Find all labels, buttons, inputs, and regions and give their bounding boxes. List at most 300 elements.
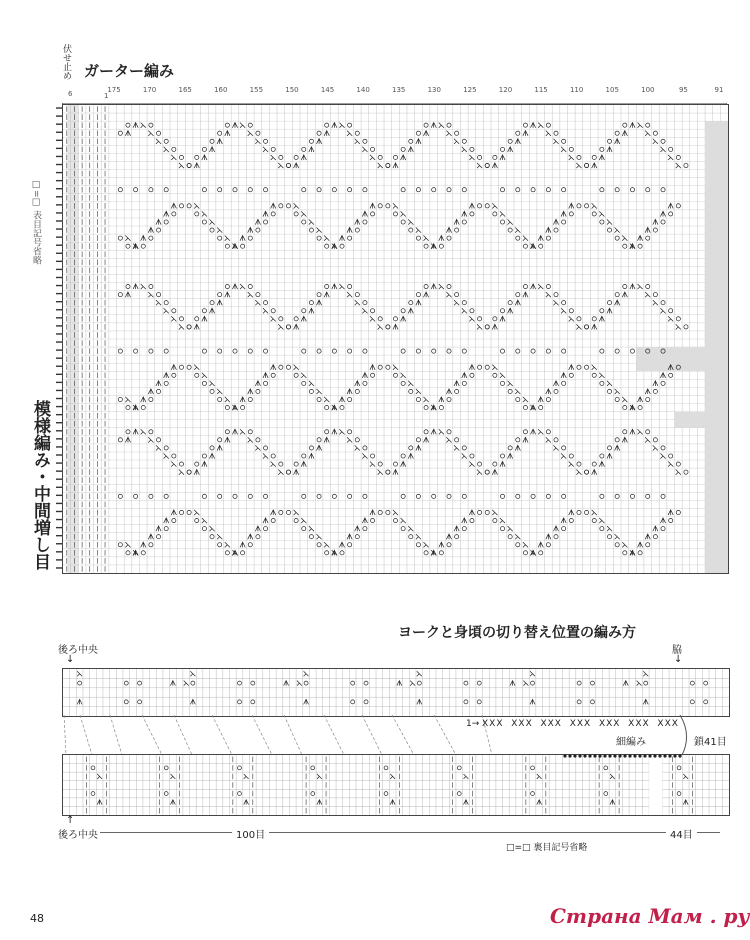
yarn-over-symbol	[195, 317, 199, 321]
yarn-over-symbol	[661, 381, 665, 385]
k2tog-symbol	[607, 147, 612, 152]
yarn-over-symbol	[653, 228, 657, 232]
yarn-over-symbol	[348, 349, 352, 353]
chain-dot	[638, 754, 641, 757]
yarn-over-symbol	[172, 147, 176, 151]
chain-dot	[618, 754, 621, 757]
shaping-area	[705, 121, 728, 573]
yarn-over-symbol	[516, 188, 520, 192]
yarn-over-symbol	[470, 454, 474, 458]
k2tog-symbol	[301, 461, 306, 466]
k2tog-symbol	[232, 123, 237, 128]
yarn-over-symbol	[126, 123, 130, 127]
yarn-over-symbol	[218, 131, 222, 135]
k2tog-symbol	[148, 534, 153, 539]
k2tog-symbol	[244, 800, 249, 805]
k2tog-symbol	[607, 453, 612, 458]
yarn-over-symbol	[409, 301, 413, 305]
yarn-over-symbol	[156, 228, 160, 232]
yarn-over-symbol	[355, 438, 359, 442]
ssk-symbol	[190, 671, 195, 676]
yarn-over-symbol	[248, 543, 252, 547]
yarn-over-symbol	[248, 430, 252, 434]
guide-line	[324, 715, 344, 755]
chain-dot	[653, 754, 656, 757]
k2tog-symbol	[462, 518, 467, 523]
pattern-chart-svg	[63, 105, 728, 573]
ssk-symbol	[401, 211, 406, 216]
yarn-over-symbol	[210, 139, 214, 143]
yarn-over-symbol	[124, 700, 128, 704]
yarn-over-symbol	[179, 462, 183, 466]
column-number: 155	[249, 86, 264, 94]
ssk-symbol	[278, 324, 283, 329]
k2tog-symbol	[401, 461, 406, 466]
ssk-symbol	[553, 445, 558, 450]
guide-line	[110, 715, 122, 755]
ssk-symbol	[217, 534, 222, 539]
yarn-over-symbol	[355, 389, 359, 393]
ssk-symbol	[645, 292, 650, 297]
ssk-symbol	[561, 453, 566, 458]
k2tog-symbol	[309, 453, 314, 458]
yarn-over-symbol	[630, 188, 634, 192]
yarn-over-symbol	[302, 454, 306, 458]
yarn-over-symbol	[424, 406, 428, 410]
yarn-over-symbol	[401, 188, 405, 192]
yarn-over-symbol	[134, 349, 138, 353]
yarn-over-symbol	[416, 349, 420, 353]
yarn-over-symbol	[256, 131, 260, 135]
ssk-symbol	[347, 131, 352, 136]
yarn-over-symbol	[607, 139, 611, 143]
k2tog-symbol	[202, 461, 207, 466]
down-arrow-icon: ↓	[66, 654, 75, 665]
ssk-symbol	[294, 365, 299, 370]
yarn-over-symbol	[195, 155, 199, 159]
k2tog-symbol	[623, 681, 628, 686]
yarn-over-symbol	[447, 397, 451, 401]
ssk-symbol	[156, 139, 161, 144]
chain-dots-svg	[562, 753, 682, 759]
ssk-symbol	[225, 236, 230, 241]
k2tog-symbol	[417, 699, 422, 704]
yarn-over-symbol	[585, 365, 589, 369]
yarn-over-symbol	[585, 204, 589, 208]
ssk-symbol	[244, 774, 249, 779]
ssk-symbol	[255, 445, 260, 450]
guide-line	[434, 715, 456, 755]
ssk-symbol	[492, 510, 497, 515]
chain-dot	[593, 754, 596, 757]
yarn-over-symbol	[241, 551, 245, 555]
ssk-symbol	[347, 292, 352, 297]
ssk-symbol	[523, 681, 528, 686]
k2tog-symbol	[439, 236, 444, 241]
yarn-over-symbol	[554, 438, 558, 442]
ssk-symbol	[141, 284, 146, 289]
cast-off-label: 伏せ止め	[61, 44, 71, 80]
yarn-over-symbol	[531, 766, 535, 770]
yarn-over-symbol	[447, 284, 451, 288]
yarn-over-symbol	[256, 389, 260, 393]
ssk-symbol	[278, 163, 283, 168]
k2tog-symbol	[148, 389, 153, 394]
yarn-over-symbol	[271, 518, 275, 522]
ssk-symbol	[378, 163, 383, 168]
yarn-over-symbol	[363, 527, 367, 531]
yarn-over-symbol	[704, 681, 708, 685]
yarn-over-symbol	[477, 700, 481, 704]
k2tog-symbol	[610, 800, 615, 805]
down-arrow-icon: ↓	[674, 654, 683, 665]
sc-group: XXX	[657, 719, 679, 729]
yarn-over-symbol	[478, 317, 482, 321]
yarn-over-symbol	[615, 397, 619, 401]
yarn-over-symbol	[455, 535, 459, 539]
k2tog-symbol	[97, 800, 102, 805]
yarn-over-symbol	[416, 188, 420, 192]
yarn-over-symbol	[325, 123, 329, 127]
ssk-symbol	[225, 397, 230, 402]
k2tog-symbol	[416, 445, 421, 450]
ssk-symbol	[454, 300, 459, 305]
k2tog-symbol	[141, 236, 146, 241]
ssk-symbol	[683, 774, 688, 779]
yarn-over-symbol	[302, 309, 306, 313]
ssk-symbol	[141, 123, 146, 128]
k2tog-symbol	[316, 300, 321, 305]
yarn-over-symbol	[309, 535, 313, 539]
yarn-over-symbol	[263, 494, 267, 498]
chain-stitch-dots	[562, 744, 682, 750]
k2tog-symbol	[660, 373, 665, 378]
k2tog-symbol	[408, 453, 413, 458]
k2tog-symbol	[561, 211, 566, 216]
yarn-over-symbol	[149, 284, 153, 288]
yarn-over-symbol	[378, 462, 382, 466]
yarn-over-symbol	[263, 446, 267, 450]
count-44: 44目	[666, 826, 697, 841]
yarn-over-symbol	[141, 244, 145, 248]
ssk-symbol	[523, 397, 528, 402]
k2tog-symbol	[332, 284, 337, 289]
k2tog-symbol	[508, 308, 513, 313]
yarn-over-symbol	[118, 131, 122, 135]
yarn-over-symbol	[531, 494, 535, 498]
yarn-over-symbol	[179, 204, 183, 208]
k2tog-symbol	[148, 227, 153, 232]
k2tog-symbol	[217, 445, 222, 450]
k2tog-symbol	[645, 534, 650, 539]
yarn-over-symbol	[325, 406, 329, 410]
yarn-over-symbol	[569, 147, 573, 151]
yarn-over-symbol	[302, 188, 306, 192]
yarn-over-symbol	[271, 212, 275, 216]
yarn-over-symbol	[554, 131, 558, 135]
yarn-over-symbol	[225, 284, 229, 288]
yarn-over-symbol	[141, 551, 145, 555]
ssk-symbol	[339, 123, 344, 128]
yarn-over-symbol	[516, 494, 520, 498]
yarn-over-symbol	[393, 518, 397, 522]
yarn-over-symbol	[661, 301, 665, 305]
yarn-over-symbol	[348, 188, 352, 192]
yarn-over-symbol	[416, 543, 420, 547]
yarn-over-symbol	[256, 293, 260, 297]
yarn-over-symbol	[156, 438, 160, 442]
ssk-symbol	[546, 131, 551, 136]
k2tog-symbol	[141, 397, 146, 402]
yarn-over-symbol	[364, 681, 368, 685]
yarn-over-symbol	[191, 681, 195, 685]
yarn-over-symbol	[577, 681, 581, 685]
ssk-symbol	[668, 316, 673, 321]
ssk-symbol	[347, 437, 352, 442]
k2tog-symbol	[446, 227, 451, 232]
yarn-over-symbol	[432, 188, 436, 192]
yarn-over-symbol	[653, 535, 657, 539]
yoke-title: ヨークと身頃の切り替え位置の編み方	[398, 625, 636, 641]
k2tog-symbol	[284, 681, 289, 686]
k2tog-symbol	[423, 131, 428, 136]
k2tog-symbol	[164, 518, 169, 523]
yarn-over-symbol	[424, 551, 428, 555]
k2tog-symbol	[553, 219, 558, 224]
ssk-symbol	[148, 292, 153, 297]
yarn-over-symbol	[585, 470, 589, 474]
yarn-over-symbol	[615, 131, 619, 135]
yarn-over-symbol	[493, 317, 497, 321]
yarn-over-symbol	[384, 792, 388, 796]
yarn-over-symbol	[309, 228, 313, 232]
yarn-over-symbol	[477, 681, 481, 685]
k2tog-symbol	[339, 236, 344, 241]
ssk-symbol	[653, 300, 658, 305]
yarn-over-symbol	[233, 494, 237, 498]
ssk-symbol	[469, 316, 474, 321]
column-number: 125	[463, 86, 477, 94]
ssk-symbol	[569, 461, 574, 466]
yarn-over-symbol	[126, 430, 130, 434]
chain-dot	[578, 754, 581, 757]
yarn-over-symbol	[187, 204, 191, 208]
column-number: 100	[641, 86, 655, 94]
yarn-over-symbol	[615, 543, 619, 547]
k2tog-symbol	[347, 534, 352, 539]
yarn-over-symbol	[539, 406, 543, 410]
ssk-symbol	[164, 147, 169, 152]
yarn-over-symbol	[508, 446, 512, 450]
yarn-over-symbol	[600, 527, 604, 531]
yarn-over-symbol	[600, 309, 604, 313]
yarn-over-symbol	[332, 349, 336, 353]
k2tog-symbol	[561, 518, 566, 523]
k2tog-symbol	[248, 389, 253, 394]
back-center-bottom-label: 後ろ中央	[58, 830, 98, 841]
yarn-over-symbol	[669, 212, 673, 216]
yarn-over-symbol	[500, 188, 504, 192]
yarn-over-symbol	[562, 527, 566, 531]
ssk-symbol	[301, 373, 306, 378]
k2tog-symbol	[431, 429, 436, 434]
yarn-over-symbol	[118, 188, 122, 192]
k2tog-symbol	[217, 300, 222, 305]
yarn-over-symbol	[164, 188, 168, 192]
yarn-over-symbol	[91, 792, 95, 796]
ssk-symbol	[637, 123, 642, 128]
yarn-over-symbol	[630, 494, 634, 498]
yarn-over-symbol	[500, 381, 504, 385]
k2tog-symbol	[390, 800, 395, 805]
ssk-symbol	[576, 324, 581, 329]
ssk-symbol	[668, 155, 673, 160]
yarn-over-symbol	[241, 244, 245, 248]
ssk-symbol	[423, 236, 428, 241]
ssk-symbol	[271, 316, 276, 321]
yarn-over-symbol	[523, 551, 527, 555]
ssk-symbol	[660, 308, 665, 313]
k2tog-symbol	[454, 381, 459, 386]
k2tog-symbol	[660, 518, 665, 523]
guide-line	[252, 715, 272, 755]
ssk-symbol	[393, 203, 398, 208]
guide-line	[362, 715, 382, 755]
yarn-over-symbol	[355, 228, 359, 232]
ssk-symbol	[416, 227, 421, 232]
yarn-over-symbol	[325, 284, 329, 288]
yarn-over-symbol	[439, 551, 443, 555]
yarn-over-symbol	[562, 139, 566, 143]
k2tog-symbol	[240, 397, 245, 402]
yarn-over-symbol	[447, 188, 451, 192]
ssk-symbol	[553, 139, 558, 144]
ssk-symbol	[141, 429, 146, 434]
k2tog-symbol	[190, 699, 195, 704]
k2tog-symbol	[339, 542, 344, 547]
k2tog-symbol	[515, 300, 520, 305]
k2tog-symbol	[370, 203, 375, 208]
k2tog-symbol	[599, 316, 604, 321]
ssk-symbol	[225, 542, 230, 547]
yarn-over-symbol	[646, 494, 650, 498]
ssk-symbol	[355, 445, 360, 450]
yarn-over-symbol	[600, 147, 604, 151]
yarn-over-symbol	[225, 244, 229, 248]
k2tog-symbol	[225, 292, 230, 297]
ssk-symbol	[607, 219, 612, 224]
yarn-over-symbol	[615, 188, 619, 192]
yarn-over-symbol	[172, 518, 176, 522]
yarn-over-symbol	[348, 123, 352, 127]
yarn-over-symbol	[386, 365, 390, 369]
ssk-symbol	[446, 131, 451, 136]
k2tog-symbol	[607, 308, 612, 313]
yarn-over-symbol	[455, 293, 459, 297]
ssk-symbol	[637, 429, 642, 434]
yarn-over-symbol	[516, 438, 520, 442]
left-marker-1: 1	[104, 92, 109, 100]
k2tog-symbol	[362, 518, 367, 523]
yarn-over-symbol	[676, 155, 680, 159]
yarn-over-symbol	[455, 389, 459, 393]
yarn-over-symbol	[351, 681, 355, 685]
yarn-over-symbol	[457, 766, 461, 770]
legend-note: □=□ 表目記号省略	[31, 180, 41, 265]
yarn-over-symbol	[149, 123, 153, 127]
k2tog-symbol	[515, 139, 520, 144]
ssk-symbol	[607, 381, 612, 386]
yarn-over-symbol	[317, 494, 321, 498]
ssk-symbol	[660, 147, 665, 152]
yarn-over-symbol	[91, 766, 95, 770]
yarn-over-symbol	[187, 325, 191, 329]
yarn-over-symbol	[156, 131, 160, 135]
chain-dot	[623, 754, 626, 757]
yarn-over-symbol	[546, 430, 550, 434]
yarn-over-symbol	[348, 236, 352, 240]
yarn-over-symbol	[202, 527, 206, 531]
yarn-over-symbol	[210, 446, 214, 450]
yarn-over-symbol	[210, 301, 214, 305]
k2tog-symbol	[202, 155, 207, 160]
yarn-over-symbol	[554, 293, 558, 297]
ssk-symbol	[561, 147, 566, 152]
yarn-over-symbol	[704, 700, 708, 704]
yarn-over-symbol	[238, 792, 242, 796]
yarn-over-symbol	[172, 212, 176, 216]
ssk-symbol	[508, 526, 513, 531]
ssk-symbol	[125, 542, 130, 547]
yarn-over-symbol	[363, 381, 367, 385]
yarn-over-symbol	[409, 228, 413, 232]
column-number: 145	[320, 86, 335, 94]
yarn-over-symbol	[164, 527, 168, 531]
k2tog-symbol	[240, 236, 245, 241]
yarn-over-symbol	[317, 543, 321, 547]
ssk-symbol	[301, 211, 306, 216]
yarn-over-symbol	[623, 406, 627, 410]
yarn-over-symbol	[118, 236, 122, 240]
yarn-over-symbol	[363, 494, 367, 498]
yarn-over-symbol	[325, 430, 329, 434]
yarn-over-symbol	[577, 365, 581, 369]
k2tog-symbol	[553, 526, 558, 531]
yarn-over-symbol	[363, 301, 367, 305]
yarn-over-symbol	[149, 349, 153, 353]
ssk-symbol	[209, 526, 214, 531]
k2tog-symbol	[538, 236, 543, 241]
k2tog-symbol	[209, 453, 214, 458]
k2tog-symbol	[255, 219, 260, 224]
ssk-symbol	[240, 123, 245, 128]
k2tog-symbol	[408, 308, 413, 313]
yarn-over-symbol	[149, 494, 153, 498]
yarn-over-symbol	[464, 700, 468, 704]
yarn-over-symbol	[485, 510, 489, 514]
yarn-over-symbol	[317, 438, 321, 442]
yarn-over-symbol	[263, 381, 267, 385]
yarn-over-symbol	[401, 309, 405, 313]
column-number: 105	[605, 86, 619, 94]
yarn-over-symbol	[271, 373, 275, 377]
yarn-over-symbol	[462, 381, 466, 385]
yarn-over-symbol	[516, 293, 520, 297]
gap-band	[649, 755, 662, 815]
yarn-over-symbol	[187, 510, 191, 514]
k2tog-symbol	[393, 470, 398, 475]
yarn-over-symbol	[251, 700, 255, 704]
